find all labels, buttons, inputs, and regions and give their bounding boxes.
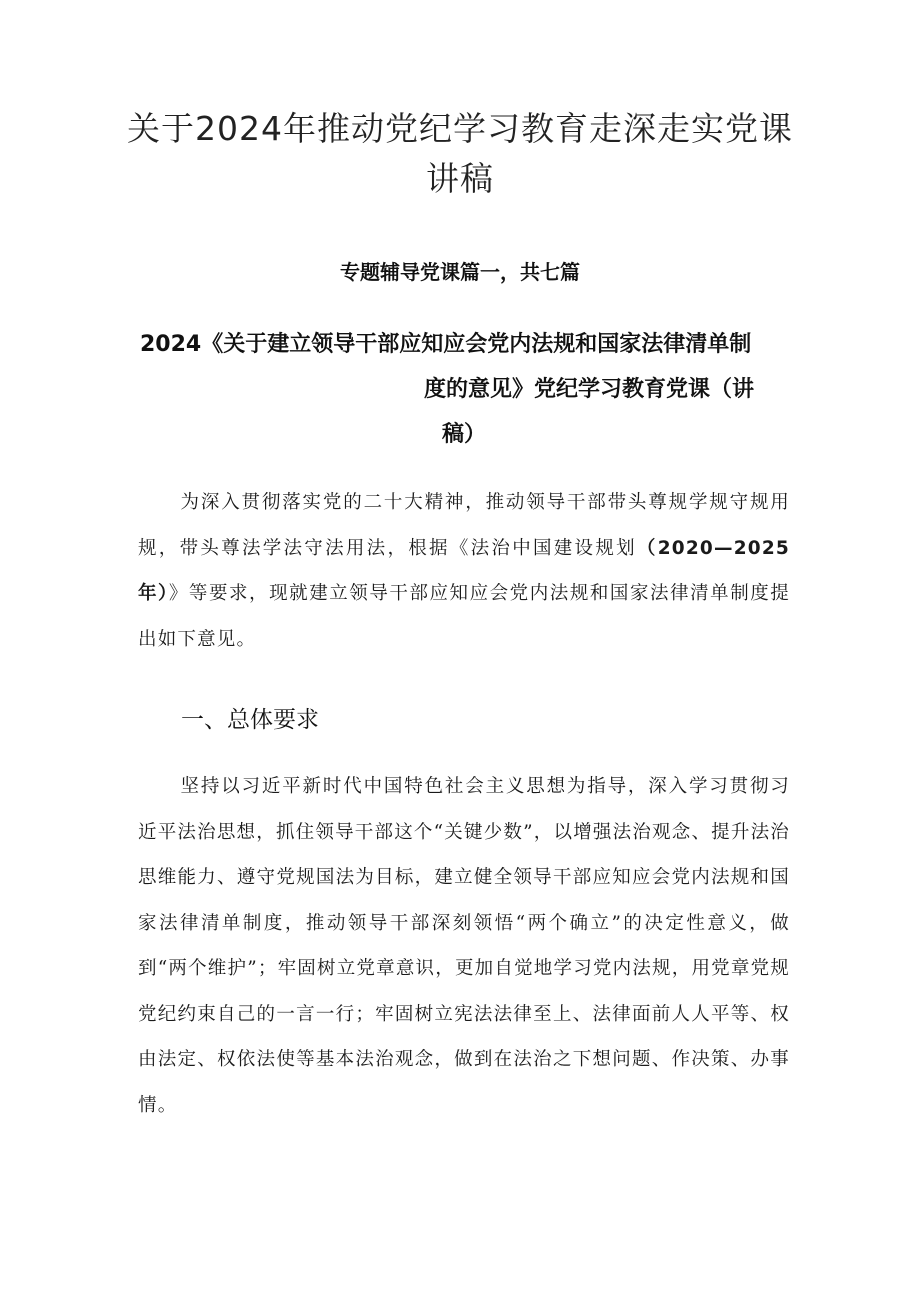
lecture-heading <box>140 322 780 457</box>
lecture-heading-line-3: 稿） <box>441 422 486 447</box>
lecture-heading-line-2: 度的意见》党纪学习教育党课（讲 <box>424 377 755 402</box>
section-paragraph-general-requirements: 坚持以习近平新时代中国特色社会主义思想为指导，深入学习贯彻习近平法治思想，抓住领导干部这个“关键少数”，以增强法治观念、提升法治思维能力、遵守党规国法为目标，建立健全领导干部应知应会党内法规和国家法律清单制度，推动领导干部深刻领悟“两个确立”的决定性意义，做到“两个维护”；牢固树立党章意识，更加自觉地学习党内法规，用党章党规党纪约束自己的一言一行；牢固树立宪法法律至上、法律面前人人平等、权由法定、权依法使等基本法治观念，做到在法治之下想问题、作决策、办事情。 <box>138 776 790 1116</box>
document-subtitle: 专题辅导党课篇一，共七篇 <box>340 260 580 284</box>
intro-paragraph <box>138 480 790 662</box>
intro-text-part-2: 》等要求，现就建立领导干部应知应会党内法规和国家法律清单制度提出如下意见。 <box>138 583 791 650</box>
intro-years-bold: （2020—2025年） <box>138 537 790 604</box>
section-heading-general-requirements: 一、总体要求 <box>181 707 319 733</box>
document-title: 关于2024年推动党纪学习教育走深走实党课讲稿 <box>127 109 793 198</box>
intro-text-part-1: 为深入贯彻落实党的二十大精神，推动领导干部带头尊规学规守规用规，带头尊法学法守法用法，根据《法治中国建设规划 <box>138 492 790 559</box>
lecture-heading-line-1: 2024《关于建立领导干部应知应会党内法规和国家法律清单制 <box>140 332 752 357</box>
